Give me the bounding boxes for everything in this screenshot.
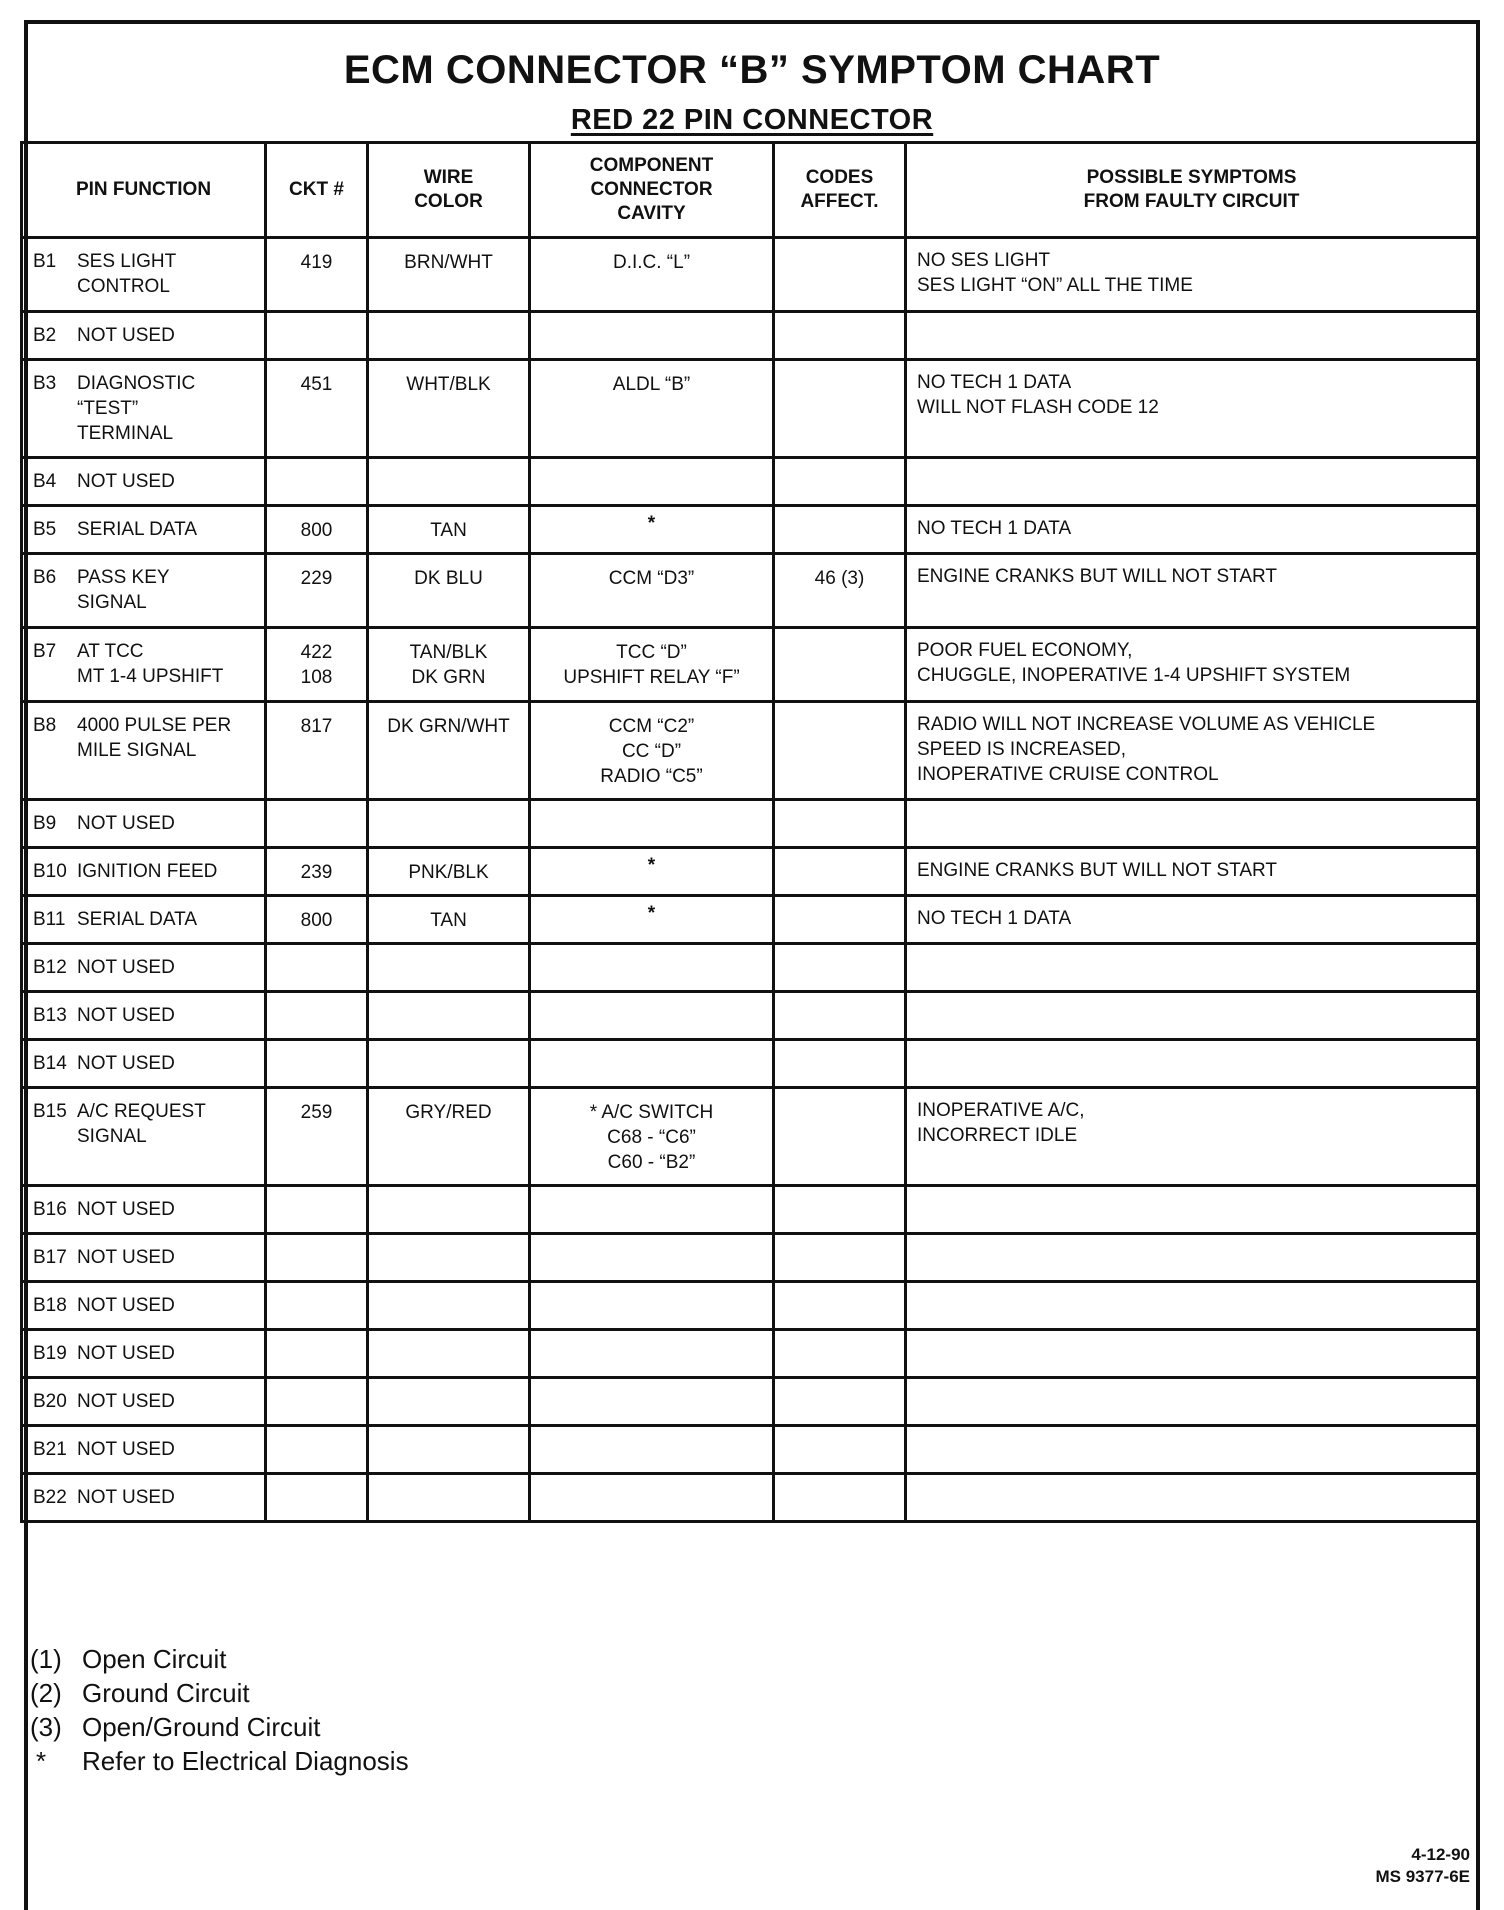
component-cell: D.I.C. “L” [530, 238, 774, 312]
symptoms-cell: INOPERATIVE A/C, INCORRECT IDLE [906, 1088, 1478, 1186]
ckt-cell: 239 [266, 848, 368, 896]
pin-label: B3 [33, 373, 57, 394]
pin-label: B11 [33, 909, 66, 930]
codes-cell [774, 1088, 906, 1186]
pin-function-cell [22, 1040, 266, 1088]
symptoms-cell: ENGINE CRANKS BUT WILL NOT START [906, 848, 1478, 896]
pin-label: B14 [33, 1053, 67, 1074]
header-wire-color: WIRE COLOR [368, 143, 530, 238]
symptoms-cell: NO SES LIGHT SES LIGHT “ON” ALL THE TIME [906, 238, 1478, 312]
legend-item: (2) Ground Circuit [30, 1678, 250, 1708]
codes-cell [774, 848, 906, 896]
codes-cell [774, 1426, 906, 1474]
pin-function-cell [22, 1330, 266, 1378]
pin-function-cell [22, 944, 266, 992]
pin-function: PASS KEY SIGNAL [77, 567, 170, 613]
codes-cell [774, 312, 906, 360]
ckt-cell [266, 800, 368, 848]
wire-color-cell: PNK/BLK [368, 848, 530, 896]
wire-color-cell [368, 992, 530, 1040]
pin-function-cell [22, 1088, 266, 1186]
header-codes: CODES AFFECT. [774, 143, 906, 238]
ckt-cell: 451 [266, 360, 368, 458]
table-row [22, 360, 1478, 458]
ckt-cell [266, 1234, 368, 1282]
wire-color-cell: WHT/BLK [368, 360, 530, 458]
ckt-cell: 817 [266, 702, 368, 800]
codes-cell [774, 1330, 906, 1378]
codes-cell [774, 992, 906, 1040]
table-row [22, 506, 1478, 554]
component-cell [530, 1330, 774, 1378]
component-cell: ALDL “B” [530, 360, 774, 458]
header-row [22, 143, 1478, 238]
ckt-cell [266, 1378, 368, 1426]
ckt-cell: 422 108 [266, 628, 368, 702]
legend-item: (3) Open/Ground Circuit [30, 1712, 321, 1742]
table-row [22, 848, 1478, 896]
symptoms-cell [906, 1474, 1478, 1522]
component-cell [530, 992, 774, 1040]
pin-function: NOT USED [77, 1391, 175, 1412]
wire-color-cell: GRY/RED [368, 1088, 530, 1186]
component-cell: * [530, 506, 774, 554]
ckt-cell: 419 [266, 238, 368, 312]
table-row [22, 1282, 1478, 1330]
table-row [22, 1378, 1478, 1426]
wire-color-cell [368, 944, 530, 992]
ckt-cell [266, 1040, 368, 1088]
ckt-cell [266, 944, 368, 992]
ckt-cell [266, 1330, 368, 1378]
codes-cell [774, 506, 906, 554]
table-row [22, 702, 1478, 800]
pin-function: NOT USED [77, 1295, 175, 1316]
component-cell [530, 1378, 774, 1426]
wire-color-cell [368, 800, 530, 848]
table-row [22, 312, 1478, 360]
pin-function-cell [22, 360, 266, 458]
wire-color-cell [368, 1426, 530, 1474]
table-row [22, 1088, 1478, 1186]
pin-label: B8 [33, 715, 57, 736]
symptoms-cell [906, 312, 1478, 360]
wire-color-cell [368, 1040, 530, 1088]
table-row [22, 554, 1478, 628]
pin-function-cell [22, 312, 266, 360]
pin-function-cell [22, 1282, 266, 1330]
ckt-cell [266, 1186, 368, 1234]
pin-label: B21 [33, 1439, 67, 1460]
pin-label: B4 [33, 471, 57, 492]
ckt-cell [266, 992, 368, 1040]
pin-function-cell [22, 506, 266, 554]
wire-color-cell [368, 1186, 530, 1234]
codes-cell [774, 800, 906, 848]
component-cell [530, 1186, 774, 1234]
pin-label: B22 [33, 1487, 67, 1508]
legend-item: * Refer to Electrical Diagnosis [36, 1746, 409, 1776]
pin-function: IGNITION FEED [77, 861, 218, 882]
pin-function-cell [22, 1186, 266, 1234]
symptoms-cell [906, 1330, 1478, 1378]
pin-label: B15 [33, 1101, 67, 1122]
header-component: COMPONENT CONNECTOR CAVITY [530, 143, 774, 238]
pin-function: DIAGNOSTIC “TEST” TERMINAL [77, 373, 196, 444]
symptoms-cell [906, 1426, 1478, 1474]
wire-color-cell [368, 1234, 530, 1282]
codes-cell [774, 1378, 906, 1426]
codes-cell [774, 1234, 906, 1282]
pin-function: NOT USED [77, 1343, 175, 1364]
symptoms-cell [906, 944, 1478, 992]
pin-function-cell [22, 848, 266, 896]
symptoms-cell: NO TECH 1 DATA [906, 896, 1478, 944]
wire-color-cell: TAN [368, 506, 530, 554]
pin-label: B18 [33, 1295, 67, 1316]
table-row [22, 238, 1478, 312]
pin-function-cell [22, 1378, 266, 1426]
table-row [22, 1040, 1478, 1088]
pin-function-cell [22, 1234, 266, 1282]
pin-label: B1 [33, 251, 57, 272]
pin-function: NOT USED [77, 957, 175, 978]
pin-function: NOT USED [77, 1199, 175, 1220]
wire-color-cell [368, 312, 530, 360]
symptoms-cell: POOR FUEL ECONOMY, CHUGGLE, INOPERATIVE 1-4 UPSHIFT SYSTEM [906, 628, 1478, 702]
pin-function-cell [22, 800, 266, 848]
codes-cell [774, 238, 906, 312]
ckt-cell: 800 [266, 896, 368, 944]
header-ckt: CKT # [266, 143, 368, 238]
page-title: ECM CONNECTOR “B” SYMPTOM CHART [343, 48, 1161, 92]
pin-function: SERIAL DATA [77, 519, 198, 540]
codes-cell [774, 360, 906, 458]
wire-color-cell: DK GRN/WHT [368, 702, 530, 800]
ckt-cell: 259 [266, 1088, 368, 1186]
wire-color-cell [368, 1474, 530, 1522]
symptoms-cell [906, 800, 1478, 848]
symptoms-cell: ENGINE CRANKS BUT WILL NOT START [906, 554, 1478, 628]
codes-cell [774, 896, 906, 944]
component-cell: * [530, 896, 774, 944]
component-cell [530, 944, 774, 992]
component-cell [530, 312, 774, 360]
table-row [22, 896, 1478, 944]
pin-label: B6 [33, 567, 57, 588]
component-cell [530, 1234, 774, 1282]
pin-label: B2 [33, 325, 57, 346]
pin-function: AT TCC MT 1-4 UPSHIFT [77, 641, 224, 687]
pin-label: B12 [33, 957, 67, 978]
legend-item: (1) Open Circuit [30, 1644, 227, 1674]
pin-function: NOT USED [77, 471, 175, 492]
doc-id: MS 9377-6E [1375, 1867, 1470, 1886]
wire-color-cell [368, 1330, 530, 1378]
table-row [22, 458, 1478, 506]
wire-color-cell [368, 1378, 530, 1426]
symptom-table [20, 141, 1479, 1523]
doc-date: 4-12-90 [1411, 1845, 1470, 1864]
symptoms-cell [906, 1234, 1478, 1282]
codes-cell [774, 1186, 906, 1234]
symptoms-cell [906, 458, 1478, 506]
symptoms-cell [906, 1186, 1478, 1234]
page-subtitle: RED 22 PIN CONNECTOR [570, 104, 934, 136]
symptoms-cell [906, 1282, 1478, 1330]
codes-cell [774, 1040, 906, 1088]
pin-label: B19 [33, 1343, 67, 1364]
pin-function: NOT USED [77, 325, 175, 346]
symptoms-cell [906, 1040, 1478, 1088]
component-cell [530, 1282, 774, 1330]
table-row [22, 1234, 1478, 1282]
component-cell: CCM “D3” [530, 554, 774, 628]
table-row [22, 1186, 1478, 1234]
pin-function-cell [22, 702, 266, 800]
ckt-cell: 229 [266, 554, 368, 628]
codes-cell [774, 944, 906, 992]
table-row [22, 800, 1478, 848]
codes-cell: 46 (3) [774, 554, 906, 628]
pin-label: B10 [33, 861, 67, 882]
document-stamp [1376, 1844, 1471, 1888]
ckt-cell [266, 1426, 368, 1474]
symptoms-cell: RADIO WILL NOT INCREASE VOLUME AS VEHICLE SPEED IS INCREASED, INOPERATIVE CRUISE CONTROL [906, 702, 1478, 800]
component-cell: TCC “D” UPSHIFT RELAY “F” [530, 628, 774, 702]
pin-label: B5 [33, 519, 57, 540]
pin-function: 4000 PULSE PER MILE SIGNAL [77, 715, 232, 761]
pin-label: B17 [33, 1247, 67, 1268]
header-pin-function: PIN FUNCTION [22, 143, 266, 238]
pin-function: NOT USED [77, 813, 175, 834]
ckt-cell [266, 458, 368, 506]
pin-function-cell [22, 1426, 266, 1474]
wire-color-cell [368, 458, 530, 506]
wire-color-cell: TAN/BLK DK GRN [368, 628, 530, 702]
wire-color-cell: BRN/WHT [368, 238, 530, 312]
ckt-cell [266, 312, 368, 360]
pin-function-cell [22, 992, 266, 1040]
component-cell: * A/C SWITCH C68 - “C6” C60 - “B2” [530, 1088, 774, 1186]
pin-function: SES LIGHT CONTROL [77, 251, 177, 297]
component-cell: CCM “C2” CC “D” RADIO “C5” [530, 702, 774, 800]
codes-cell [774, 458, 906, 506]
pin-label: B16 [33, 1199, 67, 1220]
component-cell [530, 458, 774, 506]
pin-function: NOT USED [77, 1053, 175, 1074]
header-symptoms: POSSIBLE SYMPTOMS FROM FAULTY CIRCUIT [906, 143, 1478, 238]
table-row [22, 944, 1478, 992]
wire-color-cell: DK BLU [368, 554, 530, 628]
component-cell [530, 800, 774, 848]
symptoms-cell [906, 992, 1478, 1040]
component-cell: * [530, 848, 774, 896]
pin-function: A/C REQUEST SIGNAL [77, 1101, 206, 1147]
pin-function-cell [22, 458, 266, 506]
pin-function: NOT USED [77, 1005, 175, 1026]
pin-function: SERIAL DATA [77, 909, 198, 930]
ckt-cell [266, 1282, 368, 1330]
pin-label: B20 [33, 1391, 67, 1412]
ckt-cell [266, 1474, 368, 1522]
codes-cell [774, 702, 906, 800]
symptoms-cell: NO TECH 1 DATA WILL NOT FLASH CODE 12 [906, 360, 1478, 458]
codes-cell [774, 1474, 906, 1522]
legend [30, 1642, 409, 1778]
component-cell [530, 1474, 774, 1522]
table-row [22, 1474, 1478, 1522]
component-cell [530, 1426, 774, 1474]
wire-color-cell: TAN [368, 896, 530, 944]
pin-function-cell [22, 238, 266, 312]
table-row [22, 992, 1478, 1040]
symptoms-cell [906, 1378, 1478, 1426]
wire-color-cell [368, 1282, 530, 1330]
ckt-cell: 800 [266, 506, 368, 554]
table-row [22, 1426, 1478, 1474]
pin-label: B13 [33, 1005, 67, 1026]
pin-function: NOT USED [77, 1487, 175, 1508]
pin-function: NOT USED [77, 1439, 175, 1460]
table-row [22, 1330, 1478, 1378]
pin-label: B7 [33, 641, 57, 662]
pin-function: NOT USED [77, 1247, 175, 1268]
pin-function-cell [22, 1474, 266, 1522]
pin-function-cell [22, 628, 266, 702]
pin-label: B9 [33, 813, 57, 834]
pin-function-cell [22, 554, 266, 628]
table-row [22, 628, 1478, 702]
codes-cell [774, 1282, 906, 1330]
component-cell [530, 1040, 774, 1088]
symptoms-cell: NO TECH 1 DATA [906, 506, 1478, 554]
pin-function-cell [22, 896, 266, 944]
codes-cell [774, 628, 906, 702]
